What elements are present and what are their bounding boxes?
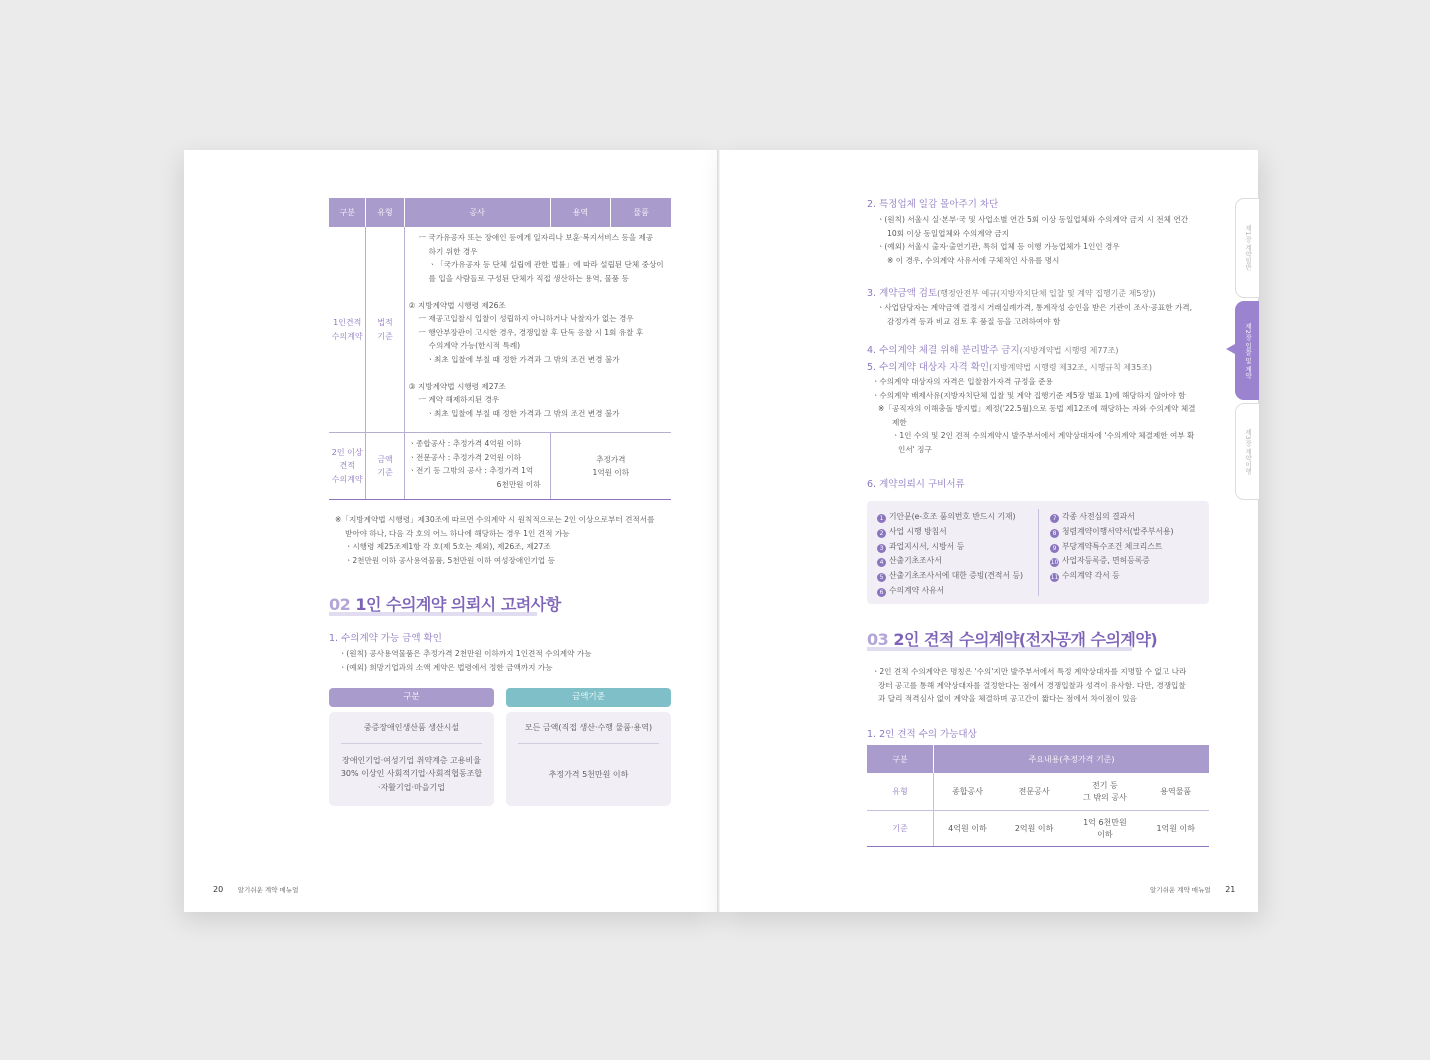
required-docs-box [867,501,1209,604]
table-cell: 종합공사 [934,773,1001,811]
subsection-title: 4. 수의계약 체결 위해 분리발주 금지(지방계약법 시행령 제77조) [867,345,1119,356]
row-content: ㆍ종합공사 : 추정가격 4억원 이하 ㆍ전문공사 : 추정가격 2억원 이하 ㆍ전기 등 그밖의 공사 : 추정가격 1억 6천만원 이하 [404,433,550,500]
col-header: 유형 [366,198,404,227]
subsection-title: 3. 계약금액 검토(행정안전부 예규(지방자치단체 입찰 및 계약 집행기준 제5장)) [867,288,1156,299]
list-item: 10 사업자등록증, 면허등록증 [1050,556,1150,567]
list-item: 6 수의계약 사유서 [877,584,1023,599]
list-item: 5 산출기초조사서에 대한 증빙(견적서 등) [877,569,1023,584]
subsection-title: 1. 수의계약 가능 금액 확인 [329,633,442,644]
book-title: 알기쉬운 계약 매뉴얼 [1150,886,1211,894]
section-body: ㆍ2인 견적 수의계약은 명칭은 '수의'지만 발주부서에서 특정 계약상대자를 지명할 수 없고 나라 장터 공고를 통해 계약상대자를 결정한다는 점에서 경쟁입찰과 성격이 유사함. 다만, 경쟁입찰 과 달리 적격심사 없이 계약을 체결하며 공고간이 짧다는 점에서 차이점이 있음 [872,667,1187,703]
page-number: 20 [213,885,224,894]
subsection-body: ㆍ(원칙) 공사용역물품은 추정가격 2천만원 이하까지 1인견적 수의계약 가능 ㆍ(예외) 희망기업과의 소액 계약은 법령에서 정한 금액까지 가능 [339,649,592,672]
list-item: 9 부당계약특수조건 체크리스트 [1050,540,1174,555]
docs-column-2 [1050,510,1174,584]
two-quote-table [867,745,1209,847]
col-header: 물품 [611,198,671,227]
page-footer-right [1150,885,1235,1043]
list-item: 8 청렴계약이행서약서(발주부서용) [1050,525,1174,540]
col-header: 구분 [867,745,934,773]
list-item: 4 산출기초조사서 [877,554,1023,569]
list-item: 1 기안문(e-호조 품의번호 반드시 기재) [877,510,1023,525]
section-heading-03: 03 2인 견적 수의계약(전자공개 수의계약) [867,630,1158,649]
table-cell: 전기 등 그 밖의 공사 [1067,773,1142,811]
subsection-body: ㆍ(원칙) 서울시 실·본부·국 및 사업소별 연간 5회 이상 동일업체와 수의계약 금지 시 전체 연간 10회 이상 동일업체와 수의계약 금지 ㆍ(예외) 서울시 출자·출연기관, 특허 업체 등 이행 가능업체가 1인인 경우 ※ 이 경우, 수의계약 사유서에 구체적인 사유를 명시 [877,215,1189,265]
col-header: 구분 [329,198,366,227]
list-item: 11 수의계약 각서 등 [1050,571,1120,582]
col-header: 공사 [404,198,550,227]
tab-chapter-1[interactable]: 제1장 계약일반 [1235,198,1259,298]
tab-chapter-3[interactable]: 제3장 계약이행 [1235,403,1259,500]
subsection-body: ㆍ수의계약 대상자의 자격은 입찰참가자격 규정을 준용 ㆍ수의계약 배제사유(지방자치단체 입찰 및 계약 집행기준 제5장 별표 1)에 해당하지 않아야 함 ※「공직자의 이해충돌 방지법」제정('22.5월)으로 동법 제12조에 해당하는 자와 수의계약 체결 제한 ㆍ1인 수의 및 2인 견적 수의계약시 발주부서에서 계약상대자에 '수의계약 체결제한 여부 확 인서' 징구 [872,377,1196,454]
category-box: 중증장애인생산품 생산시설 장애인기업·여성기업 취약계층 고용비율 30% 이상인 사회적기업·사회적협동조합 ·자활기업·마을기업 [329,712,494,806]
subsection-title: 2. 특정업체 일감 몰아주기 차단 [867,199,999,210]
table-cell: 4억원 이하 [934,811,1001,847]
table-row [867,773,1209,811]
subsection-body: ㆍ사업담당자는 계약금액 결정시 거래실례가격, 통계작성 승인을 받은 기관이 조사·공표한 가격, 감정가격 등과 비교 검토 후 품질 등을 고려하여야 함 [877,303,1193,326]
amount-box: 모든 금액(직접 생산·수행 물품·용역) 추정가격 5천만원 이하 [506,712,671,806]
list-item: 3 과업지시서, 시방서 등 [877,540,1023,555]
table-row [329,433,671,500]
active-tab-pointer-icon [1226,344,1235,354]
table-cell: 전문공사 [1001,773,1068,811]
page-number: 21 [1225,885,1236,894]
table-cell: 2억원 이하 [1001,811,1068,847]
table-cell: 1억 6천만원 이하 [1067,811,1142,847]
row-label: 기준 [867,811,934,847]
row-label: 유형 [867,773,934,811]
goods-cell: 추정가격 1억원 이하 [550,433,671,500]
list-item: 2 사업 시행 방침서 [877,525,1023,540]
tab-chapter-2[interactable]: 제2장 입찰 및 계약 [1235,301,1259,400]
subsection-title: 6. 계약의뢰시 구비서류 [867,479,965,490]
column-divider [1038,509,1039,596]
amount-chip: 금액기준 [506,688,671,707]
category-chip: 구분 [329,688,494,707]
page-footer-left [213,885,298,1043]
section-heading-02: 02 1인 수의계약 의뢰시 고려사항 [329,595,561,614]
list-item: 7 각종 사전심의 결과서 [1050,510,1174,525]
docs-column-1 [877,510,1023,599]
table-cell: 1억원 이하 [1142,811,1209,847]
book-spine [717,150,720,912]
subsection-title: 5. 수의계약 대상자 자격 확인(지방계약법 시행령 제32조, 시행규칙 제35조) [867,362,1153,373]
table-row [867,811,1209,847]
table-row [329,227,671,433]
row-content: ㅡ 국가유공자 또는 장애인 등에게 일자리나 보훈·복지서비스 등을 제공 하기 위한 경우 ㆍ「국가유공자 등 단체 설립에 관한 법률」에 따라 설립된 단체 중상이 를 입을 사람들로 구성된 단체가 직접 생산하는 용역, 물품 등 ② 지방계약법 시행령 제26조 ㅡ 재공고입찰시 입찰이 성립하지 아니하거나 낙찰자가 없는 경우 ㅡ 행안부장관이 고시한 경우, 경쟁입찰 후 단독 응찰 시 1회 유찰 후 수의계약 가능(한시적 특례) ㆍ최초 입찰에 부칠 때 정한 가격과 그 밖의 조건 변경 불가 ③ 지방계약법 시행령 제27조 ㅡ 계약 해제하지된 경우 ㆍ최초 입찰에 부칠 때 정한 가격과 그 밖의 조건 변경 불가 [404,227,671,433]
table-cell: 용역물품 [1142,773,1209,811]
contract-type-table [329,198,671,500]
row-type: 법적 기준 [366,227,404,433]
book-title: 알기쉬운 계약 매뉴얼 [237,886,299,894]
subsection-title: 1. 2인 견적 수의 가능대상 [867,729,977,740]
col-header: 주요내용(추정가격 기준) [934,745,1210,773]
row-category: 1인견적 수의계약 [329,227,366,433]
col-header: 용역 [550,198,611,227]
row-type: 금액 기준 [366,433,404,500]
table-note: ※「지방계약법 시행령」제30조에 따르면 수의계약 시 원칙적으로는 2인 이상으로부터 견적서를 받아야 하나, 다음 각 호의 어느 하나에 해당하는 경우 1인 견적 가능 ㆍ시행령 제25조제1항 각 호(제 5호는 제외), 제26조, 제27조 ㆍ2천만원 이하 공사용역물품, 5천만원 이하 여성장애인기업 등 [335,515,655,565]
row-category: 2인 이상 견적 수의계약 [329,433,366,500]
